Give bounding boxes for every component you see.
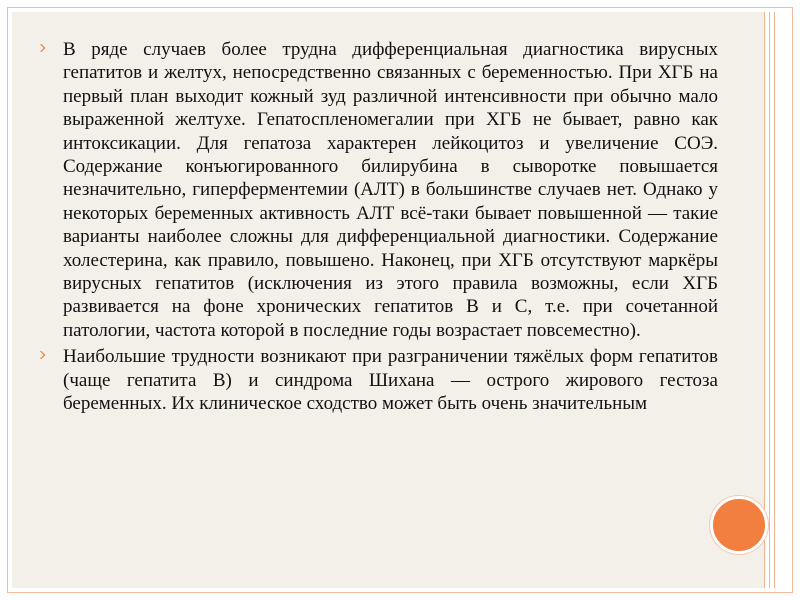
decorative-line (774, 12, 775, 588)
decorative-circle (710, 496, 768, 554)
bullet-chevron-icon (38, 352, 44, 358)
bullet-paragraph-1 (38, 38, 718, 342)
slide-content (38, 38, 718, 419)
decorative-line (769, 12, 770, 588)
bullet-paragraph-2 (38, 345, 718, 415)
decorative-right-panel (764, 12, 788, 588)
paragraph-text: В ряде случаев более трудна дифференциальная диагностика вирусных гепатитов и желтух, непосредственно связанных с беременностью. При ХГБ на первый план выходит кожный зуд различной интенсивности при обычно мало выраженной желтухе. Гепатоспленомегалии при ХГБ не бывает, равно как интоксикации. Для гепатоза характерен лейкоцитоз и увеличение СОЭ. Содержание конъюгированного билирубина в сыворотке повышается незначительно, гиперферментемии (АЛТ) в большинстве случаев нет. Однако у некоторых беременных активность АЛТ всё-таки бывает повышенной — такие варианты наиболее сложны для дифференциальной диагностики. Содержание холестерина, как правило, повышено. Наконец, при ХГБ отсутствуют маркёры вирусных гепатитов (исключения из этого правила возможны, если ХГБ развивается на фоне хронических гепатитов B и C, т.е. при сочетанной патологии, частота которой в последние годы возрастает повсеместно). (63, 39, 718, 341)
decorative-line (764, 12, 765, 588)
paragraph-text: Наибольшие трудности возникают при разграничении тяжёлых форм гепатитов (чаще гепатита B) и синдрома Шихана — острого жирового гестоза беременных. Их клиническое сходство может быть очень значительным (63, 346, 718, 415)
bullet-chevron-icon (38, 45, 44, 51)
